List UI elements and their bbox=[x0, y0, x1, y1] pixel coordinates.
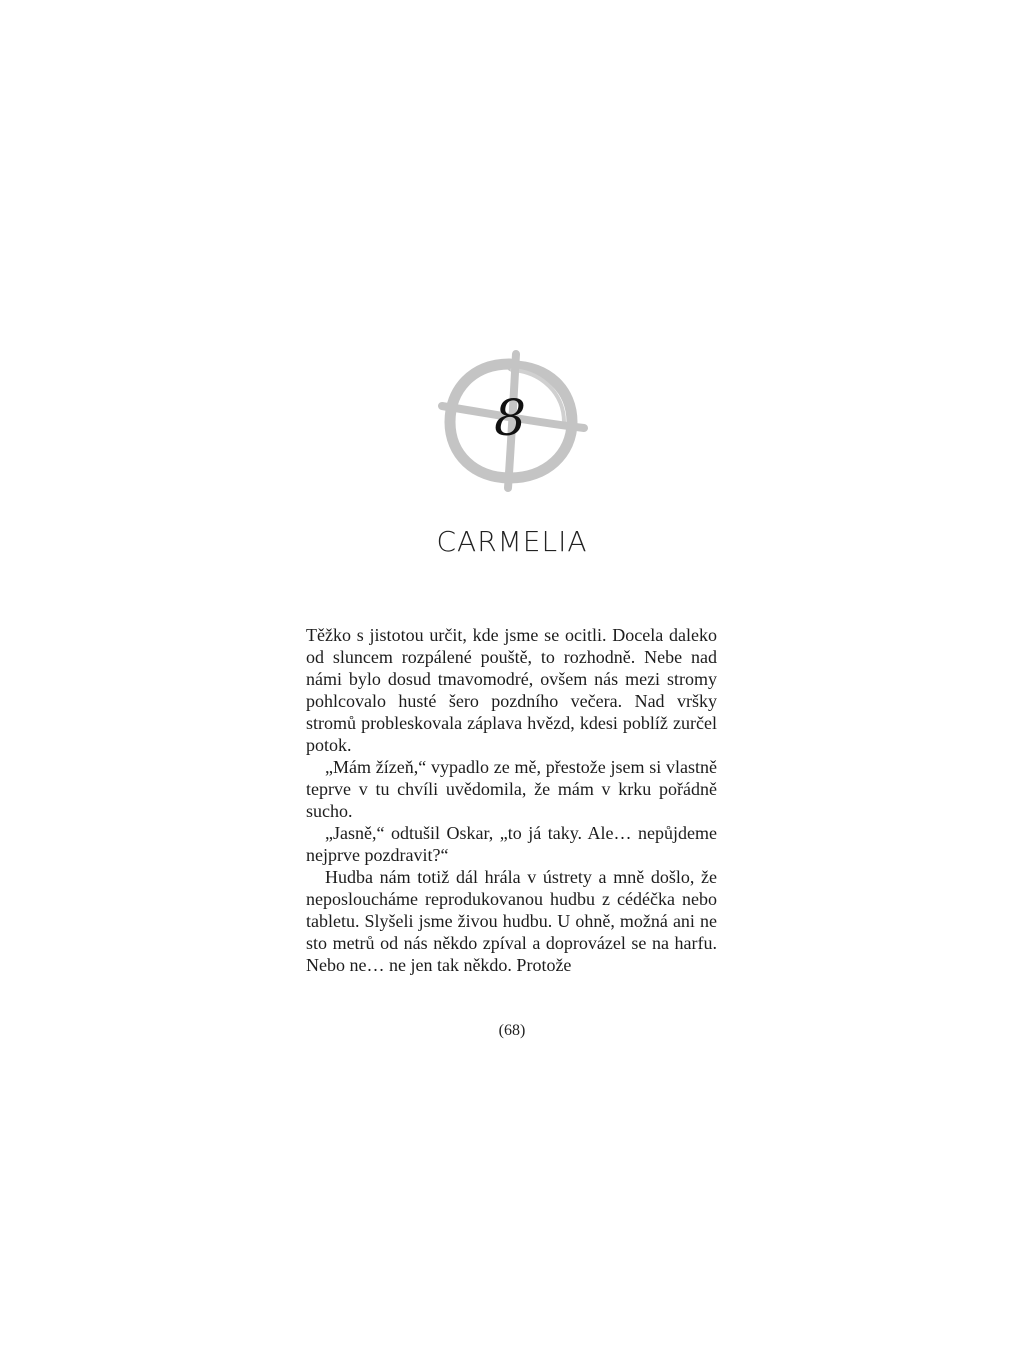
paragraph: Hudba nám totiž dál hrála v ústrety a mně došlo, že neposloucháme reprodukovanou hudbu z cédéčka nebo tabletu. Slyšeli jsme živou hudbu. U ohně, možná ani ne sto metrů od nás někdo zpíval a doprovázel se na harfu. Nebo ne… ne jen tak někdo. Protože bbox=[306, 867, 717, 975]
chapter-number: 8 bbox=[494, 389, 526, 447]
page-number: (68) bbox=[498, 1022, 526, 1039]
chapter-title: CARMELIA bbox=[436, 525, 588, 558]
paragraph: „Mám žízeň,“ vypadlo ze mě, přestože jsem si vlastně teprve v tu chvíli uvědomila, že mám v krku pořádně sucho. bbox=[306, 757, 717, 821]
chapter-body bbox=[306, 624, 717, 976]
paragraph: Těžko s jistotou určit, kde jsme se ocitli. Docela daleko od sluncem rozpálené pouště, to rozhodně. Nebe nad námi bylo dosud tmavomodré, ovšem nás mezi stromy pohlcovalo husté šero pozdního večera. Nad vršky stromů probleskovala záplava hvězd, kdesi poblíž zurčel potok. bbox=[306, 625, 717, 755]
paragraph: „Jasně,“ odtušil Oskar, „to já taky. Ale… nepůjdeme nejprve pozdravit?“ bbox=[306, 823, 717, 865]
